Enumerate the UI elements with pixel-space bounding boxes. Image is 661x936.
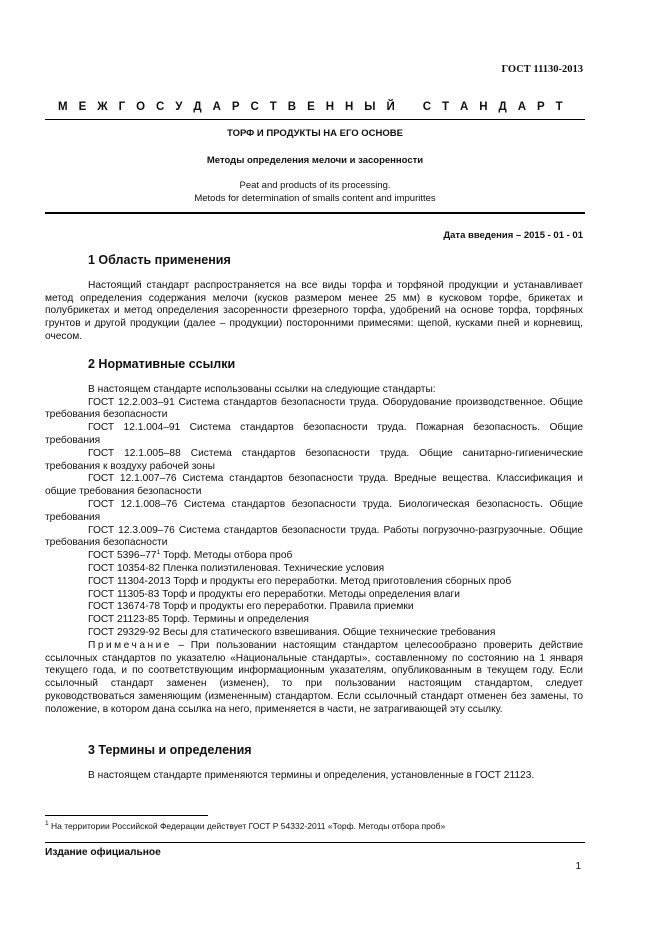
- reference-item: ГОСТ 11305-83 Торф и продукты его переработки. Методы определения влаги: [88, 588, 460, 600]
- official-edition-label: Издание официальное: [45, 847, 161, 858]
- standard-type-letter: М: [58, 101, 68, 113]
- reference-item: ГОСТ 12.1.007–76 Система стандартов безопасности труда. Вредные вещества. Классификация и общие требования безопасности: [45, 473, 583, 498]
- reference-code: ГОСТ 5396–77: [88, 550, 157, 562]
- document-number: ГОСТ 11130-2013: [501, 64, 583, 75]
- header-divider: [45, 119, 585, 120]
- reference-item: ГОСТ 12.1.004–91 Система стандартов безопасности труда. Пожарная безопасность. Общие требования: [45, 422, 583, 446]
- reference-item: ГОСТ 12.1.008–76 Система стандартов безопасности труда. Биологическая безопасность. Общие требования: [45, 498, 583, 523]
- standard-type-letter: Р: [537, 101, 545, 113]
- note-label: Примечание: [88, 639, 172, 651]
- reference-item: ГОСТ 10354-82 Пленка полиэтиленовая. Технические условия: [88, 562, 385, 574]
- standard-type-letter: С: [422, 101, 432, 113]
- standard-type-letter: У: [175, 101, 183, 113]
- standard-type-letter: Н: [479, 101, 488, 113]
- footnote-mark: 1: [45, 820, 49, 827]
- reference-item-5396: [45, 550, 583, 563]
- standard-type-banner: [58, 101, 563, 113]
- section-2-heading: 2 Нормативные ссылки: [88, 357, 236, 371]
- standard-type-letter: Н: [325, 101, 335, 113]
- reference-item: ГОСТ 29329-92 Весы для статического взвешивания. Общие технические требования: [88, 626, 496, 638]
- section-2-note: [45, 640, 583, 717]
- standard-type-letter: Е: [78, 101, 87, 113]
- reference-item: ГОСТ 11304-2013 Торф и продукты его переработки. Метод приготовления сборных проб: [88, 575, 512, 587]
- section-1-heading: 1 Область применения: [88, 253, 231, 267]
- standard-type-letter: Д: [498, 101, 507, 113]
- standard-type-letter: Й: [386, 101, 395, 113]
- english-title-line-1: Peat and products of its processing.: [239, 180, 391, 191]
- standard-type-letter: Ы: [364, 101, 376, 113]
- section-2-intro: В настоящем стандарте использованы ссылки на следующие стандарты:: [88, 383, 436, 395]
- standard-type-letter: С: [250, 101, 259, 113]
- footnote-divider: [45, 815, 208, 816]
- english-title-line-2: Metods for determination of smalls content and impurittes: [194, 193, 436, 204]
- footnote-marker[interactable]: 1: [156, 549, 161, 557]
- standard-type-letter: Т: [555, 101, 563, 113]
- section-3-text: В настоящем стандарте применяются термины и определения, установленные в ГОСТ 21123.: [88, 769, 535, 781]
- standard-type-letter: А: [517, 101, 527, 113]
- page-number: 1: [575, 861, 581, 872]
- standard-type-letter: В: [287, 101, 297, 113]
- reference-item: ГОСТ 13674-78 Торф и продукты его переработки. Правила приемки: [88, 601, 414, 613]
- section-1: [45, 254, 583, 344]
- standard-type-letter: С: [156, 101, 165, 113]
- document-title: ТОРФ И ПРОДУКТЫ НА ЕГО ОСНОВЕ: [227, 128, 403, 139]
- standard-type-letter: Т: [441, 101, 450, 113]
- section-1-text: Настоящий стандарт распространяется на все виды торфа и торфяной продукции и устанавливает метод определения содержания мелочи (кусков размером менее 25 мм) в кусковом торфе, брикетах и полубрикетах и метод определения засоренности фрезерного торфа, удобрений на основе торфа, торфяных грунтов и другой продукции (далее – продукции) посторонними примесями: щепой, кусками пней и корневищ, очесом.: [45, 279, 583, 342]
- standard-type-letter: А: [212, 101, 221, 113]
- standard-type-letter: Р: [231, 101, 240, 113]
- document-subtitle: Методы определения мелочи и засоренности: [206, 155, 424, 166]
- title-divider: [45, 212, 585, 214]
- standard-type-letter: [406, 101, 412, 113]
- footer-divider: [45, 842, 585, 843]
- english-title: [45, 179, 585, 205]
- standard-type-letter: Е: [307, 101, 315, 113]
- standard-type-letter: Г: [118, 101, 126, 113]
- reference-item: ГОСТ 21123-85 Торф. Термины и определения: [88, 614, 309, 626]
- section-3-heading: 3 Термины и определения: [88, 743, 252, 757]
- standard-type-letter: А: [459, 101, 469, 113]
- standard-type-letter: Н: [344, 101, 354, 113]
- note-text: – При пользовании настоящим стандартом целесообразно проверить действие ссылочных стандартов по указателю «Национальные стандарты», составленному по состоянию на 1 января текущего года, и по соответствующим информационным указателям, опубликованным в текущем году. Если ссылочный стандарт заменен (изменен), то при пользовании настоящим стандартом, следует руководствоваться заменяющим (измененным) стандартом. Если ссылочный стандарт отменен без замены, то положение, в котором дана ссылка на него, применяется в части, не затрагивающей эту ссылку.: [45, 639, 583, 715]
- introduction-date: Дата введения – 2015 - 01 - 01: [443, 230, 583, 241]
- footnote: [45, 821, 445, 831]
- reference-item: ГОСТ 12.3.009–76 Система стандартов безопасности труда. Работы погрузочно-разгрузочные. Общие требования безопасности: [45, 524, 583, 549]
- section-3: [45, 744, 583, 783]
- reference-item: ГОСТ 12.2.003–91 Система стандартов безопасности труда. Оборудование производственное. Общие требования безопасности: [45, 396, 583, 421]
- standard-type-letter: О: [136, 101, 146, 113]
- standard-type-letter: Д: [193, 101, 202, 113]
- footnote-text: На территории Российской Федерации действует ГОСТ Р 54332-2011 «Торф. Методы отбора проб»: [48, 821, 446, 831]
- standard-type-letter: Ж: [97, 101, 108, 113]
- reference-item: ГОСТ 12.1.005–88 Система стандартов безопасности труда. Общие санитарно-гигиенические требования к воздуху рабочей зоны: [45, 447, 583, 472]
- reference-title: Торф. Методы отбора проб: [160, 550, 293, 562]
- section-2: [45, 358, 583, 717]
- standard-type-letter: Т: [269, 101, 277, 113]
